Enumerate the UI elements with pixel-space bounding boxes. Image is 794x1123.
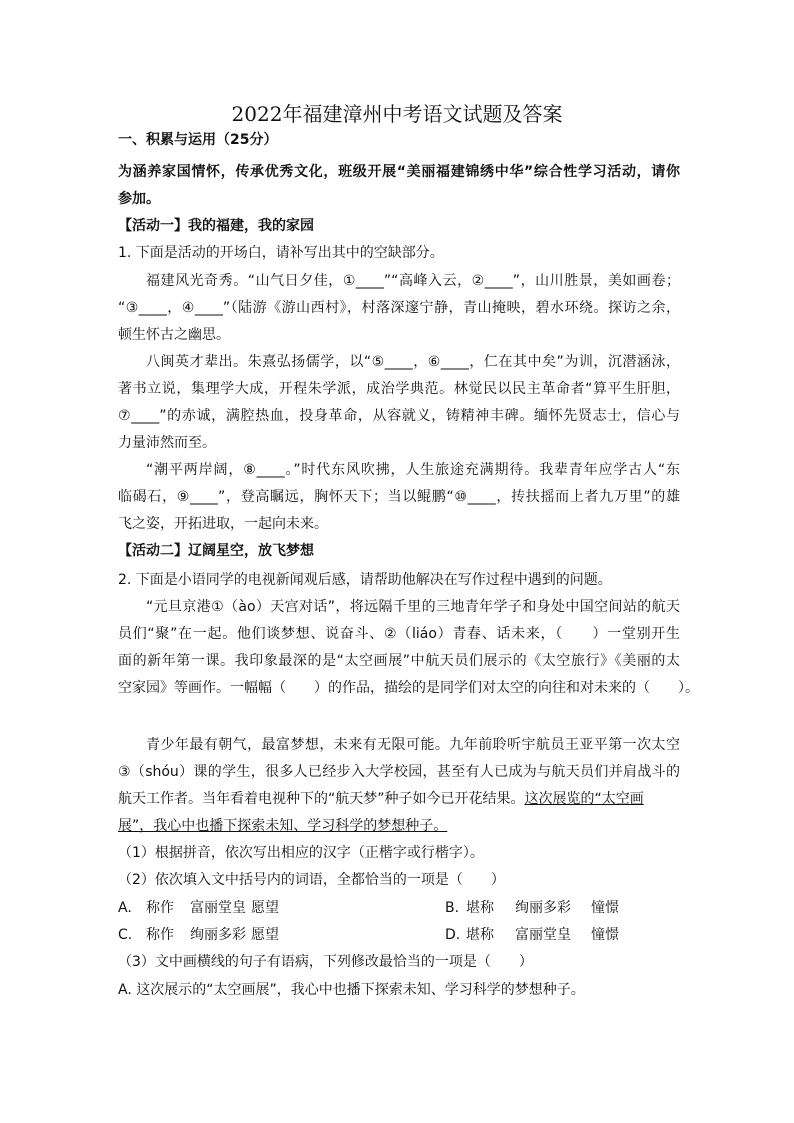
text-line: “元旦京港①（ào）天宫对话”，将远隔千里的三地青年学子和身处中国空间站的航天 xyxy=(146,599,680,615)
sub-question-2: （2）依次填入文中括号内的词语，全都恰当的一项是（ ） xyxy=(118,872,505,888)
intro-line: 参加。 xyxy=(118,191,160,207)
option-word: 愿望 xyxy=(251,927,279,943)
text-line: 员们“聚”在一起。他们谈梦想、说奋斗、②（liáo）青春、话未来，（ ）一堂别开生 xyxy=(118,626,680,642)
text-line: “潮平两岸阔，⑧____。”时代东风吹拂，人生旅途充满期待。我辈青年应学古人“东 xyxy=(146,462,680,478)
option-word: 称作 xyxy=(146,927,174,943)
text-line: 飞之姿，开拓进取，一起向未来。 xyxy=(118,516,328,532)
option-word: 富丽堂皇 xyxy=(515,927,571,943)
underlined-sentence: 展”，我心中也播下探索未知、学习科学的梦想种子。 xyxy=(118,818,448,834)
question-2: 2. 下面是小语同学的电视新闻观后感，请帮助他解决在写作过程中遇到的问题。 xyxy=(118,572,612,588)
sub-question-1: （1）根据拼音，依次写出相应的汉字（正楷字或行楷字）。 xyxy=(118,845,484,861)
text-line xyxy=(118,816,680,836)
question-1: 1. 下面是活动的开场白，请补写出其中的空缺部分。 xyxy=(118,245,444,261)
text-line: 福建风光奇秀。“山气日夕佳，①____”“高峰入云，②____”，山川胜景，美如画卷； xyxy=(146,273,680,289)
option-word: 称作 xyxy=(146,900,174,916)
option-word: 绚丽多彩 xyxy=(190,927,246,943)
activity2-heading: 【活动二】辽阔星空，放飞梦想 xyxy=(118,543,314,559)
text-line: 八闽英才辈出。朱熹弘扬儒学，以“⑤____，⑥____，仁在其中矣”为训，沉潜涵泳， xyxy=(146,354,680,370)
sub-question-3: （3）文中画横线的句子有语病，下列修改最恰当的一项是（ ） xyxy=(118,954,533,970)
option-word: 愿望 xyxy=(251,900,279,916)
text-plain: 航天工作者。当年看着电视种下的“航天梦”种子如今已开花结果。 xyxy=(118,791,525,807)
text-line: 青少年最有朝气，最富梦想，未来有无限可能。九年前聆听宇航员王亚平第一次太空 xyxy=(146,737,680,753)
option-word: 憧憬 xyxy=(591,900,619,916)
text-line: 力量沛然而至。 xyxy=(118,435,216,451)
option-letter: C. xyxy=(118,927,133,943)
option-word: 富丽堂皇 xyxy=(190,900,246,916)
option-word: 堪称 xyxy=(466,900,494,916)
option-letter: D. xyxy=(445,927,461,943)
page-title: 2022年福建漳州中考语文试题及答案 xyxy=(231,102,563,126)
text-line: 顿生怀古之幽思。 xyxy=(118,327,230,343)
underlined-sentence: 这次展览的“太空画 xyxy=(524,791,644,807)
option-letter: A. xyxy=(118,900,132,916)
sub-question-3-option-a: A. 这次展示的“太空画展”，我心中也播下探索未知、学习科学的梦想种子。 xyxy=(118,982,585,998)
option-letter: B. xyxy=(445,900,460,916)
text-line: ⑦____”的赤诚，满腔热血，投身革命，从容就义，铸精神丰碑。缅怀先贤志士，信心与 xyxy=(118,408,680,424)
option-word: 堪称 xyxy=(466,927,494,943)
text-line: 著书立说，集理学大成，开程朱学派，成治学典范。林觉民以民主革命者“算平生肝胆， xyxy=(118,381,680,397)
text-line: 空家园》等画作。一幅幅（ ）的作品，描绘的是同学们对太空的向往和对未来的（ ）。 xyxy=(118,680,699,696)
option-word: 憧憬 xyxy=(591,927,619,943)
intro-line: 为涵养家国情怀，传承优秀文化，班级开展“美丽福建锦绣中华”综合性学习活动，请你 xyxy=(118,164,680,180)
text-line: 面的新年第一课。我印象最深的是“太空画展”中航天员们展示的《太空旅行》《美丽的太 xyxy=(118,653,680,669)
text-line: “③____，④____”（陆游《游山西村》，村落深邃宁静，青山掩映，碧水环绕。探访之余， xyxy=(118,300,680,316)
text-line: 临碣石，⑨____”，登高瞩远，胸怀天下；当以鲲鹏“⑩____，抟扶摇而上者九万里”的雄 xyxy=(118,489,680,505)
text-line: ③（shóu）课的学生，很多人已经步入大学校园，甚至有人已成为与航天员们并肩战斗的 xyxy=(118,764,680,780)
text-line xyxy=(118,789,680,809)
activity1-heading: 【活动一】我的福建，我的家园 xyxy=(118,218,314,234)
section-heading: 一、积累与运用（25分） xyxy=(118,132,278,148)
option-word: 绚丽多彩 xyxy=(515,900,571,916)
